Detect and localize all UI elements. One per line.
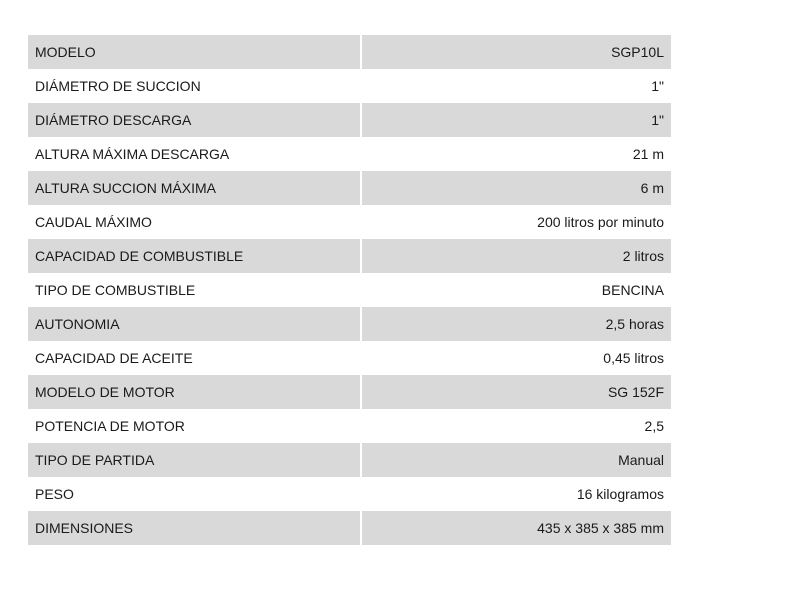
spec-row-modelo-motor (28, 375, 671, 409)
spec-row-dimensiones (28, 511, 671, 545)
spec-label: TIPO DE COMBUSTIBLE (28, 273, 360, 307)
spec-value: 435 x 385 x 385 mm (362, 511, 671, 545)
spec-value: 16 kilogramos (362, 477, 671, 511)
spec-row-capacidad-aceite (28, 341, 671, 375)
spec-table (28, 35, 671, 545)
spec-value: 1" (362, 103, 671, 137)
spec-row-tipo-partida (28, 443, 671, 477)
spec-value: BENCINA (362, 273, 671, 307)
spec-row-potencia-motor (28, 409, 671, 443)
spec-value: 2,5 horas (362, 307, 671, 341)
spec-label: CAPACIDAD DE COMBUSTIBLE (28, 239, 360, 273)
spec-label: DIMENSIONES (28, 511, 360, 545)
spec-value: 2 litros (362, 239, 671, 273)
spec-label: MODELO (28, 35, 360, 69)
spec-value: 2,5 (362, 409, 671, 443)
spec-label: MODELO DE MOTOR (28, 375, 360, 409)
spec-label: ALTURA MÁXIMA DESCARGA (28, 137, 360, 171)
spec-label: POTENCIA DE MOTOR (28, 409, 360, 443)
spec-value: SG 152F (362, 375, 671, 409)
spec-value: 6 m (362, 171, 671, 205)
spec-label: CAPACIDAD DE ACEITE (28, 341, 360, 375)
spec-value: 1" (362, 69, 671, 103)
spec-row-autonomia (28, 307, 671, 341)
spec-value: 200 litros por minuto (362, 205, 671, 239)
spec-value: 21 m (362, 137, 671, 171)
spec-value: 0,45 litros (362, 341, 671, 375)
spec-row-diametro-descarga (28, 103, 671, 137)
spec-value: SGP10L (362, 35, 671, 69)
spec-label: DIÁMETRO DESCARGA (28, 103, 360, 137)
spec-row-altura-succion-maxima (28, 171, 671, 205)
spec-label: DIÁMETRO DE SUCCION (28, 69, 360, 103)
spec-label: ALTURA SUCCION MÁXIMA (28, 171, 360, 205)
spec-row-caudal-maximo (28, 205, 671, 239)
spec-row-diametro-succion (28, 69, 671, 103)
spec-row-capacidad-combustible (28, 239, 671, 273)
spec-label: PESO (28, 477, 360, 511)
spec-label: TIPO DE PARTIDA (28, 443, 360, 477)
spec-row-modelo (28, 35, 671, 69)
spec-row-tipo-combustible (28, 273, 671, 307)
spec-value: Manual (362, 443, 671, 477)
spec-row-altura-maxima-descarga (28, 137, 671, 171)
spec-label: AUTONOMIA (28, 307, 360, 341)
spec-label: CAUDAL MÁXIMO (28, 205, 360, 239)
spec-row-peso (28, 477, 671, 511)
